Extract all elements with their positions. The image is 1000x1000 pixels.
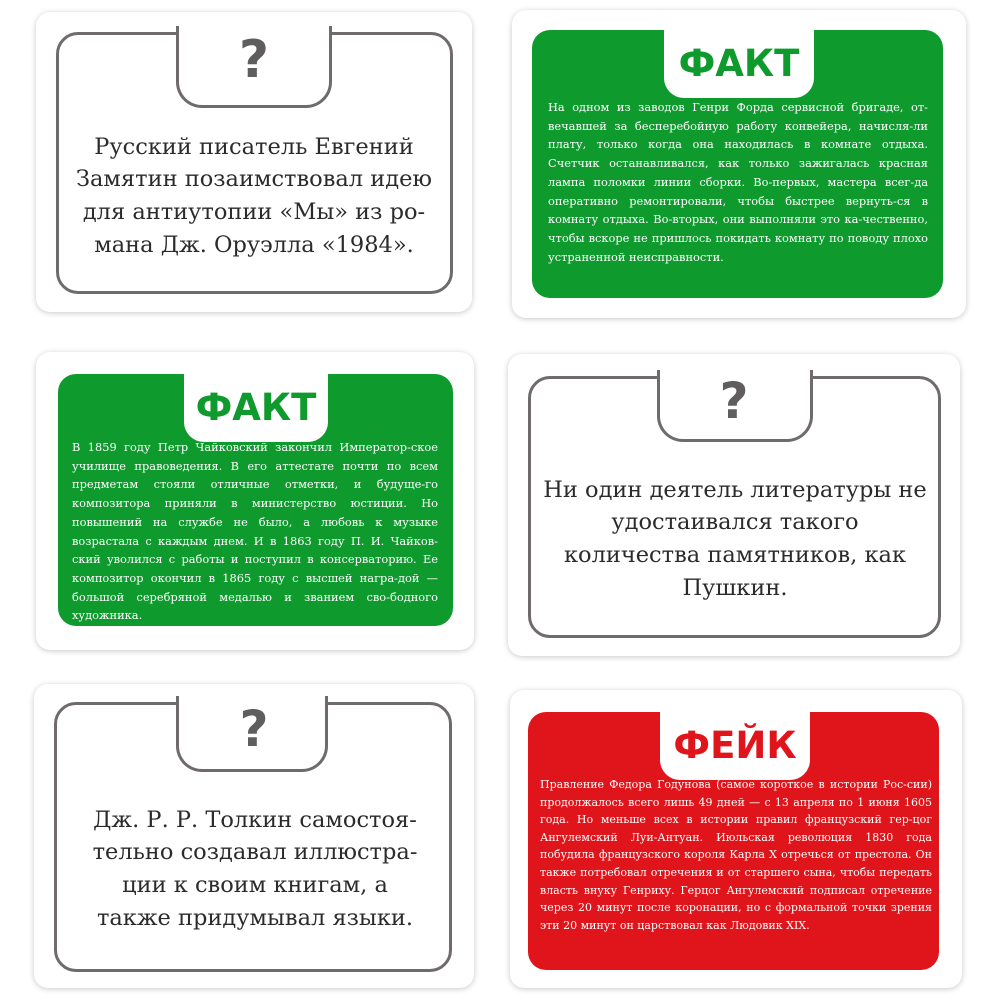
- question-mark-icon: ?: [239, 700, 269, 758]
- question-text: Дж. Р. Р. Толкин самостоя-тельно создавал иллюстра-ции к своим книгам, а также придумывал языки.: [92, 806, 418, 931]
- fake-label: ФЕЙК: [660, 710, 810, 780]
- question-mark-icon: ?: [238, 30, 270, 90]
- fake-card-godunov: [510, 690, 962, 988]
- fact-card-tchaikovsky: [36, 352, 474, 650]
- question-text: Ни один деятель литературы не удостаивался такого количества памятников, как Пушкин.: [543, 476, 927, 601]
- question-text: Русский писатель Евгений Замятин позаимствовал идею для антиутопии «Мы» из ро-мана Дж. Оруэлла «1984».: [76, 133, 432, 258]
- fake-text: Правление Федора Годунова (самое короткое в истории Рос-сии) продолжалось всего лишь 49 дней — с 13 апреля по 1 июня 1605 года. Но меньше всех в истории правил французский гер-цог Ангулемский Луи-Антуан. Июльская революция 1830 года побудила французского короля Карла X отречься от престола. Он также потребовал отречения и от старшего сына, чтобы передать власть внуку Генриху. Герцог Ангулемский подписал отречение через 20 минут после коронации, но с формальной точки зрения эти 20 минут он царствовал как Людовик XIX.: [540, 778, 932, 932]
- question-mark-icon: ?: [719, 372, 749, 430]
- fact-label: ФАКТ: [664, 28, 814, 98]
- fact-text: На одном из заводов Генри Форда сервисной бригаде, от-вечавшей за бесперебойную работу конвейера, начисля-ли плату, только когда она находилась в комнате отдыха. Счетчик останавливался, как только зажигалась красная лампа поломки линии сборки. Во-первых, мастера всег-да оперативно ремонтировали, чтобы быстрее вернуть-ся в комнату отдыха. Во-вторых, они выполняли это ка-чественно, чтобы вскоре не пришлось покидать комнату по поводу плохо устраненной неисправности.: [548, 100, 928, 264]
- fact-label: ФАКТ: [184, 372, 328, 442]
- question-card-tolkien: [34, 684, 474, 988]
- fact-text: В 1859 году Петр Чайковский закончил Император-ское училище правоведения. В его аттестате почти по всем предметам стояли отличные отметки, и будуще-го композитора приняли в министерство юстиции. Но повышений на службе не было, а любовь к музыке возрастала с каждым днем. И в 1863 году П. И. Чайков-ский уволился с работы и поступил в консерваторию. Ее композитор окончил в 1865 году с высшей награ-дой — большой серебряной медалью и званием сво-бодного художника.: [72, 440, 438, 623]
- fact-card-ford: [512, 10, 966, 318]
- question-card-pushkin: [508, 354, 960, 656]
- question-card-zamyatin: [36, 12, 472, 312]
